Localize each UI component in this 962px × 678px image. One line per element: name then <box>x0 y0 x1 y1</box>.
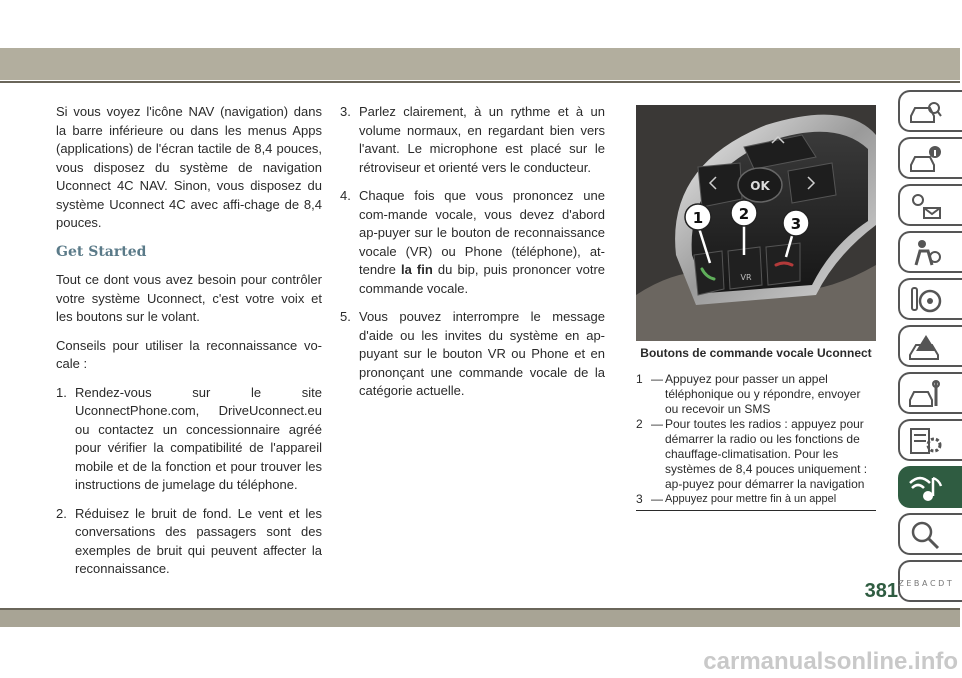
list-number: 1. <box>56 384 67 400</box>
tab-multimedia[interactable] <box>898 466 962 508</box>
callout-item <box>636 492 876 507</box>
car-info-icon <box>908 143 942 175</box>
figure-caption: Boutons de commande vocale Uconnect <box>640 346 872 360</box>
car-search-icon <box>908 96 942 128</box>
page-number: 381 <box>864 580 898 602</box>
steering-wheel-photo <box>636 105 876 341</box>
watermark: carmanualsonline.info <box>703 648 958 675</box>
search-magnifier-icon <box>908 519 942 551</box>
tab-driving[interactable] <box>898 278 962 320</box>
callout-dash: — <box>651 372 663 386</box>
list-item <box>340 103 605 177</box>
list-text-after: du bip, puis prononcer votre commande vocale. <box>359 262 606 296</box>
callout-number: 3 <box>636 492 643 506</box>
emergency-icon <box>908 331 942 363</box>
tab-index[interactable] <box>898 560 962 602</box>
marker-1-label: 1 <box>692 209 704 227</box>
callout-item <box>636 417 876 492</box>
ok-label: OK <box>750 179 770 193</box>
index-letters: Z E B A C D T <box>898 579 952 588</box>
specifications-gear-icon <box>908 425 942 457</box>
tab-car-search[interactable] <box>898 90 962 132</box>
intro-paragraph: Si vous voyez l'icône NAV (navigation) dans la barre inférieure ou dans les menus Apps (applications) de l'écran tactile de 8,4 pouces, vous disposez du système de navigation Uconnect 4C NAV. Sinon, vous disposez du système Uconnect 4C avec affi-chage de 8,4 pouces. <box>56 104 322 230</box>
tab-service[interactable] <box>898 372 962 414</box>
callout-number: 2 <box>636 417 643 431</box>
callout-dash: — <box>651 417 663 431</box>
callout-text: Appuyez pour mettre fin à un appel <box>665 493 837 505</box>
list-text: Rendez-vous sur le site UconnectPhone.com, DriveUconnect.eu ou contactez un concessionnaire agréé pour vérifier la compatibilité de l'appareil mobile et de la fonction et pour trouver les instructions de jumelage du téléphone. <box>75 384 322 492</box>
list-number: 5. <box>340 309 351 324</box>
list-item <box>340 187 605 298</box>
list-text-before: Chaque fois que vous prononcez une com-mande vocale, vous devez d'abord ap-puyer sur le bouton de reconnaissance vocale (VR) ou Phone (téléphone), at-tendre <box>359 188 605 277</box>
service-tools-icon <box>908 378 942 410</box>
tab-search[interactable] <box>898 513 962 555</box>
footer-band <box>0 610 960 627</box>
chapter-tabs <box>888 90 960 607</box>
bold-text: la fin <box>400 262 433 277</box>
list-text <box>359 187 605 298</box>
callout-text: Appuyez pour passer un appel téléphonique ou y répondre, envoyer ou recevoir un SMS <box>665 372 861 416</box>
callout-number: 1 <box>636 372 643 386</box>
left-column <box>56 103 322 589</box>
tab-emergency[interactable] <box>898 325 962 367</box>
list-item <box>56 505 322 579</box>
vr-label: VR <box>740 273 752 282</box>
tab-safety[interactable] <box>898 231 962 273</box>
section-heading: Get Started <box>56 243 147 260</box>
safety-airbag-icon <box>908 237 942 269</box>
callout-item <box>636 372 876 417</box>
header-band <box>0 48 960 80</box>
index-letters-icon <box>898 566 952 598</box>
paragraph: Tout ce dont vous avez besoin pour contrôler votre système Uconnect, c'est votre voix et les boutons sur le volant. <box>56 272 322 324</box>
marker-3-label: 3 <box>790 215 802 233</box>
callout-list <box>636 372 876 511</box>
left-arrow-button <box>698 163 742 207</box>
list-item <box>56 384 322 495</box>
steering-wheel-illustration <box>636 105 876 341</box>
warning-lights-icon <box>908 190 942 222</box>
marker-2-label: 2 <box>738 205 750 223</box>
list-number: 4. <box>340 188 351 203</box>
list-text: Parlez clairement, à un rythme et à un volume normaux, en regardant bien vers l'avant. Le microphone est placé sur le rétroviseur et orienté vers le conducteur. <box>359 104 605 175</box>
middle-column <box>340 103 605 411</box>
list-number: 2. <box>56 505 67 521</box>
multimedia-music-icon <box>908 472 942 504</box>
list-number: 3. <box>340 104 351 119</box>
tab-specifications[interactable] <box>898 419 962 461</box>
list-item <box>340 308 605 401</box>
tab-warning-lights[interactable] <box>898 184 962 226</box>
callout-dash: — <box>651 492 663 506</box>
list-text: Vous pouvez interrompre le message d'aide ou les invites du système en ap-puyant sur le bouton VR ou Phone et en prononçant une commande vocale de la catégorie actuelle. <box>359 309 605 398</box>
callout-text: Pour toutes les radios : appuyez pour démarrer la radio ou les fonctions de chauffage-climatisation. Pour les systèmes de 8,4 pouces uniquement : ap-puyez pour démarrer la navigation <box>665 417 868 491</box>
tab-car-info[interactable] <box>898 137 962 179</box>
paragraph: Conseils pour utiliser la reconnaissance vo-cale : <box>56 337 322 371</box>
list-text: Réduisez le bruit de fond. Le vent et les conversations des passagers sont des exemples de bruit qui peuvent affecter la reconnaissance. <box>75 505 322 576</box>
driving-steering-icon <box>908 284 942 316</box>
